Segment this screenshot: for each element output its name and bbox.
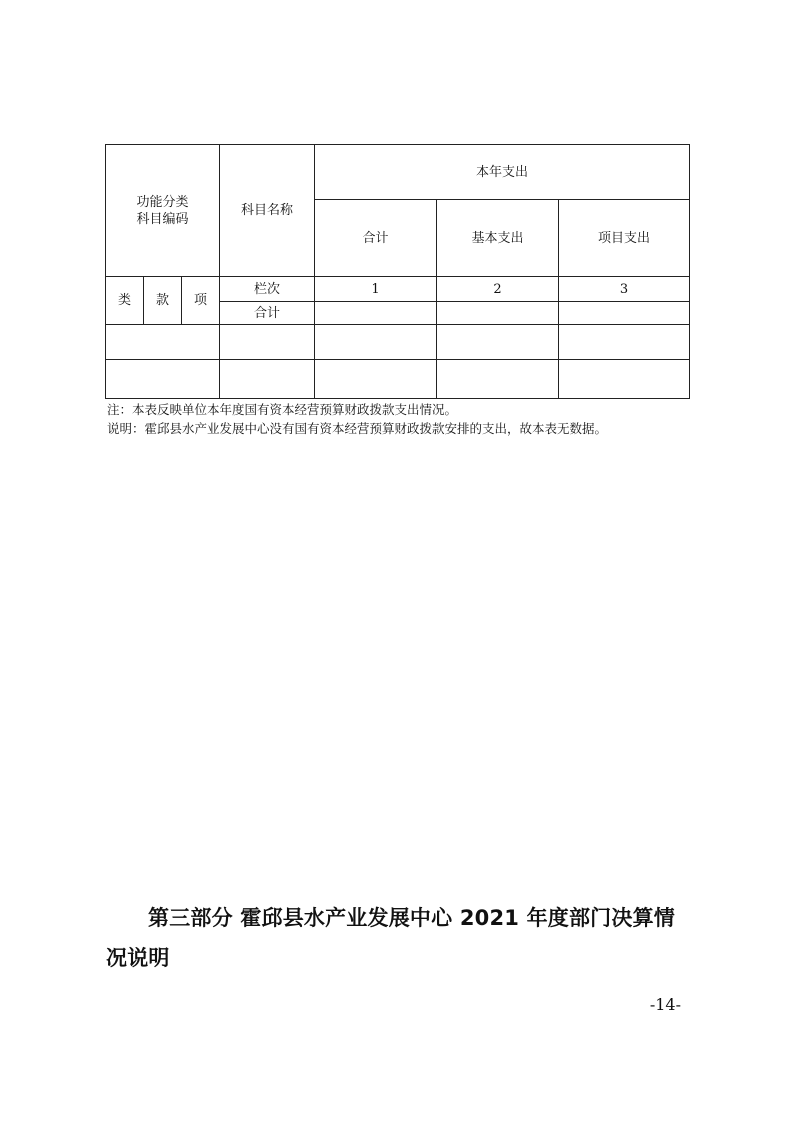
- empty-cell: [559, 360, 690, 399]
- empty-cell: [315, 360, 437, 399]
- func-class-label: 功能分类: [136, 194, 189, 210]
- empty-cell: [220, 325, 315, 360]
- column-number-1: 1: [315, 277, 437, 302]
- func-class-code-header: [106, 145, 220, 277]
- column-number-2: 2: [437, 277, 559, 302]
- table-note: 注：本表反映单位本年度国有资本经营预算财政拨款支出情况。: [107, 402, 458, 417]
- empty-cell: [106, 360, 220, 399]
- total-row-cell: [315, 302, 437, 325]
- table-row: [106, 360, 690, 399]
- empty-cell: [559, 325, 690, 360]
- empty-cell: [437, 360, 559, 399]
- this-year-expense-header: 本年支出: [315, 145, 690, 200]
- project-expense-header: 项目支出: [559, 200, 690, 277]
- page-number: -14-: [649, 995, 681, 1014]
- expense-table: [105, 144, 690, 399]
- col-lei-header: 类: [106, 277, 144, 325]
- total-row-cell: [559, 302, 690, 325]
- empty-cell: [220, 360, 315, 399]
- col-kuan-header: 款: [144, 277, 182, 325]
- total-header: 合计: [315, 200, 437, 277]
- subject-name-header: 科目名称: [220, 145, 315, 277]
- total-row-cell: [437, 302, 559, 325]
- table-explanation: 说明：霍邱县水产业发展中心没有国有资本经营预算财政拨款安排的支出，故本表无数据。: [107, 421, 608, 436]
- empty-cell: [437, 325, 559, 360]
- section-heading: 第三部分 霍邱县水产业发展中心 2021 年度部门决算情况说明: [106, 906, 675, 970]
- total-row-label: 合计: [220, 302, 315, 325]
- table-row: [106, 325, 690, 360]
- subject-code-label: 科目编码: [136, 211, 189, 227]
- empty-cell: [315, 325, 437, 360]
- column-number-3: 3: [559, 277, 690, 302]
- empty-cell: [106, 325, 220, 360]
- basic-expense-header: 基本支出: [437, 200, 559, 277]
- column-index-label: 栏次: [220, 277, 315, 302]
- col-xiang-header: 项: [182, 277, 220, 325]
